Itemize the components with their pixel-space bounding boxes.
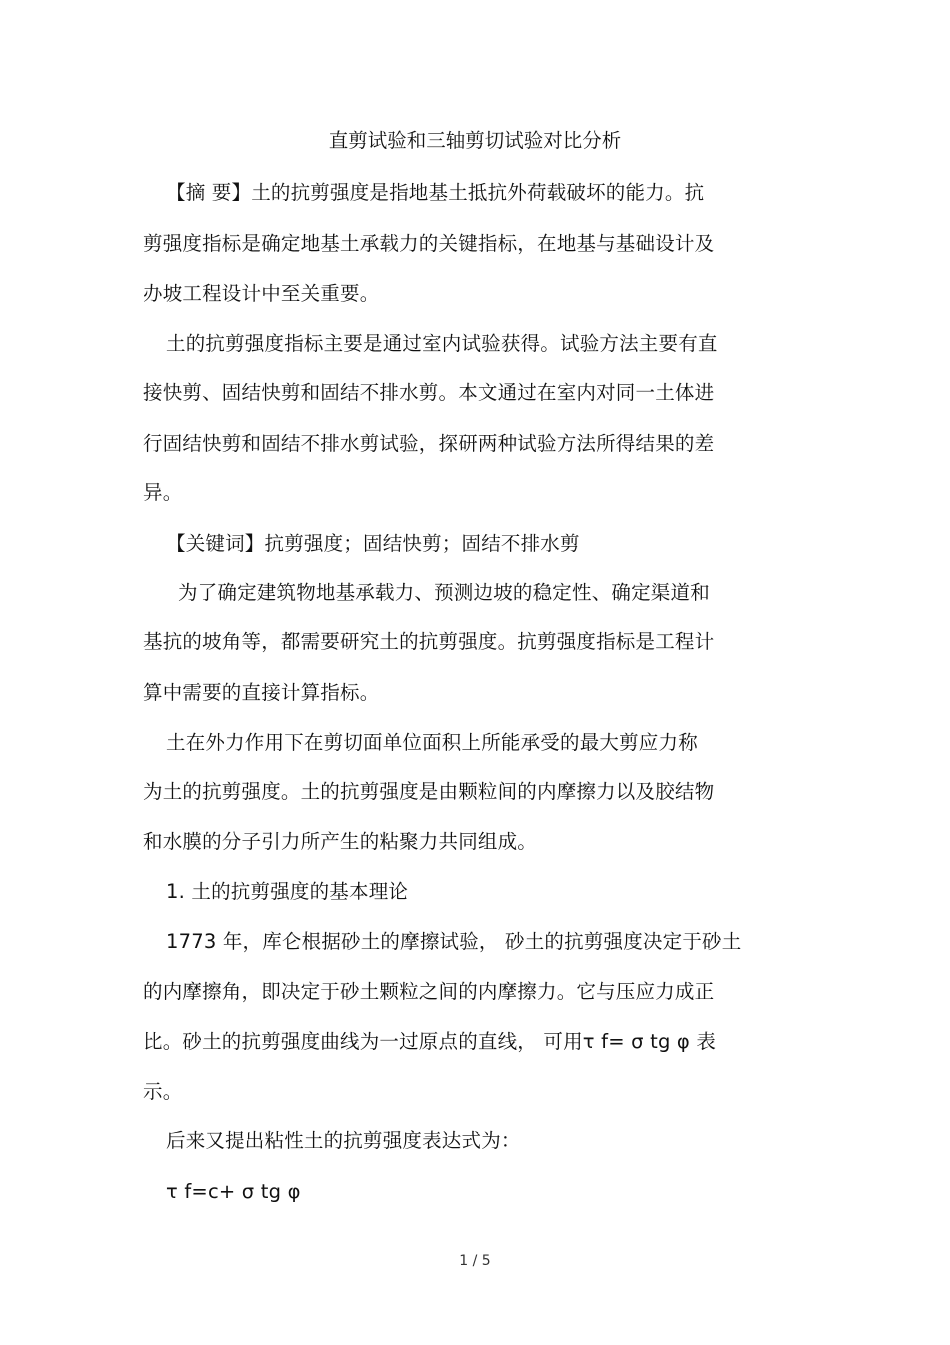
abstract-line-1: 【摘 要】土的抗剪强度是指地基土抵抗外荷载破坏的能力。抗	[166, 181, 705, 204]
body-line-10: 示。	[143, 1080, 183, 1103]
document-title: 直剪试验和三轴剪切试验对比分析	[328, 129, 622, 152]
abstract-line-4: 土的抗剪强度指标主要是通过室内试验获得。试验方法主要有直	[166, 332, 718, 355]
body-line-8: 的内摩擦角，即决定于砂土颗粒之间的内摩擦力。它与压应力成正	[143, 980, 715, 1003]
body-line-3: 算中需要的直接计算指标。	[143, 681, 380, 704]
section-heading-1: 1. 土的抗剪强度的基本理论	[166, 880, 409, 903]
formula-line: τ f=c+ σ tg φ	[166, 1180, 301, 1203]
body-line-11: 后来又提出粘性土的抗剪强度表达式为：	[166, 1129, 521, 1152]
page-number: 1 / 5	[459, 1253, 491, 1269]
abstract-line-7: 异。	[143, 481, 183, 504]
body-line-9: 比。砂土的抗剪强度曲线为一过原点的直线， 可用τ f= σ tg φ 表	[143, 1030, 717, 1053]
abstract-line-3: 办坡工程设计中至关重要。	[143, 282, 380, 305]
body-line-2: 基抗的坡角等，都需要研究土的抗剪强度。抗剪强度指标是工程计	[143, 630, 715, 653]
abstract-line-5: 接快剪、固结快剪和固结不排水剪。本文通过在室内对同一土体进	[143, 381, 715, 404]
body-line-5: 为土的抗剪强度。土的抗剪强度是由颗粒间的内摩擦力以及胶结物	[143, 780, 715, 803]
abstract-line-6: 行固结快剪和固结不排水剪试验，探研两种试验方法所得结果的差	[143, 432, 715, 455]
body-line-6: 和水膜的分子引力所产生的粘聚力共同组成。	[143, 830, 538, 853]
keywords-line: 【关键词】抗剪强度；固结快剪；固结不排水剪	[166, 532, 580, 555]
abstract-line-2: 剪强度指标是确定地基土承载力的关键指标，在地基与基础设计及	[143, 232, 715, 255]
body-line-1: 为了确定建筑物地基承载力、预测边坡的稳定性、确定渠道和	[178, 581, 710, 604]
body-line-7: 1773 年，库仑根据砂土的摩擦试验， 砂土的抗剪强度决定于砂土	[166, 930, 742, 953]
body-line-4: 土在外力作用下在剪切面单位面积上所能承受的最大剪应力称	[166, 731, 698, 754]
